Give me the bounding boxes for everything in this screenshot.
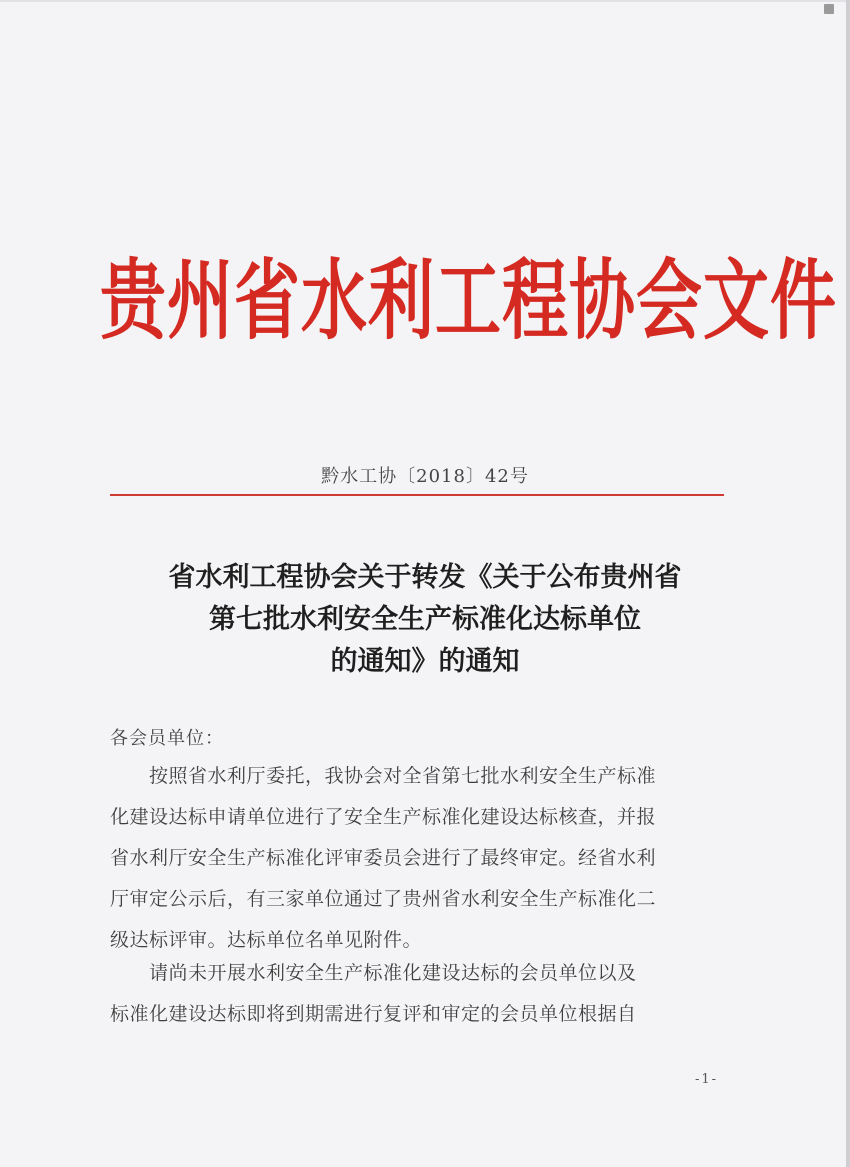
scan-edge	[846, 0, 850, 1167]
paragraph-line: 标准化建设达标即将到期需进行复评和审定的会员单位根据自	[110, 1003, 637, 1025]
paragraph-line: 省水利厅安全生产标准化评审委员会进行了最终审定。经省水利	[110, 847, 657, 869]
title-line-1: 省水利工程协会关于转发《关于公布贵州省	[168, 562, 682, 593]
paragraph-line: 厅审定公示后，有三家单位通过了贵州省水利安全生产标准化二	[110, 888, 657, 910]
body-paragraph-1	[110, 756, 730, 961]
title-line-2: 第七批水利安全生产标准化达标单位	[209, 604, 641, 635]
title-line-3: 的通知》的通知	[330, 646, 520, 677]
paragraph-line: 按照省水利厅委托，我协会对全省第七批水利安全生产标准	[110, 765, 657, 787]
masthead-title: 贵州省水利工程协会文件	[100, 250, 837, 352]
document-title	[100, 557, 750, 683]
body-paragraph-2	[110, 953, 730, 1035]
paragraph-line: 请尚未开展水利安全生产标准化建设达标的会员单位以及	[110, 962, 637, 984]
paragraph-line: 化建设达标申请单位进行了安全生产标准化建设达标核查，并报	[110, 806, 657, 828]
paragraph-line: 级达标评审。达标单位名单见附件。	[110, 929, 423, 951]
red-divider	[110, 494, 724, 496]
page-number: -1-	[695, 1072, 719, 1087]
scan-mark	[824, 4, 834, 14]
top-edge	[0, 0, 850, 2]
document-number: 黔水工协〔2018〕42号	[321, 466, 529, 487]
salutation: 各会员单位：	[110, 728, 224, 749]
